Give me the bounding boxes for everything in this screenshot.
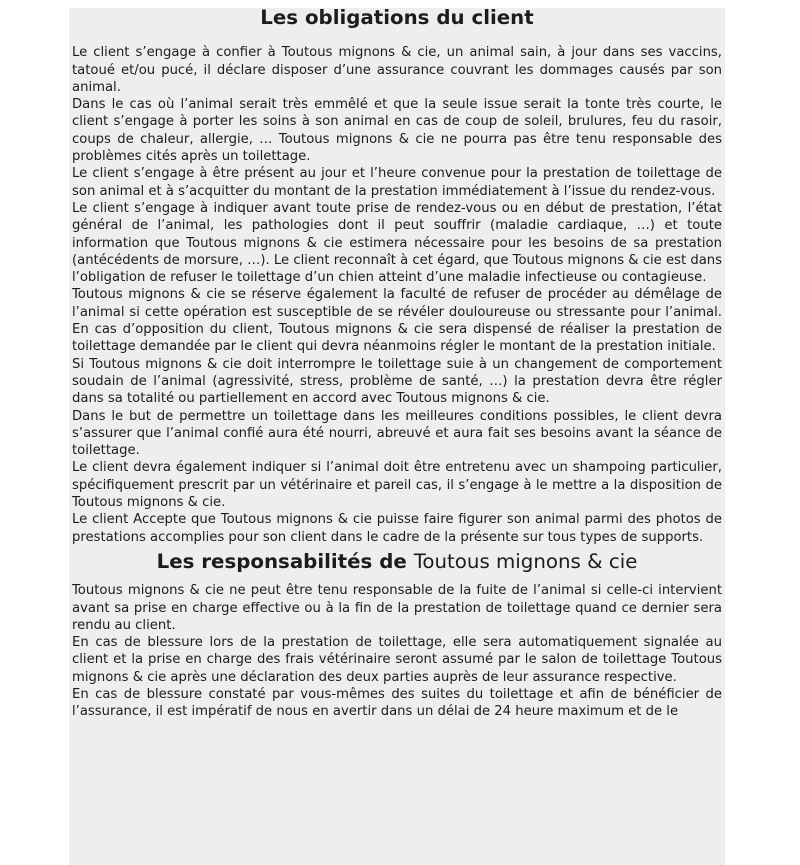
section-title-client-obligations: [72, 8, 722, 29]
paragraph: Le client devra également indiquer si l’animal doit être entretenu avec un shampoing particulier, spécifiquement prescrit par un vétérinaire et pareil cas, il s’engage à le mettre a la disposition de Toutous mignons & cie.: [72, 460, 722, 511]
paragraph: En cas de blessure constaté par vous-mêmes des suites du toilettage et afin de bénéficier de l’assurance, il est impératif de nous en avertir dans un délai de 24 heure maximum et de le: [72, 686, 722, 720]
document-page: [69, 8, 725, 865]
paragraph: Le client s’engage à indiquer avant toute prise de rendez-vous ou en début de prestation, l’état général de l’animal, les pathologies dont il peut souffrir (maladie cardiaque, …) et toute information que Toutous mignons & cie estimera nécessaire pour les besoins de sa prestation (antécédents de morsure, …). Le client reconnaît à cet égard, que Toutous mignons & cie est dans l’obligation de refuser le toilettage d’un chien atteint d’une maladie infectieuse ou contagieuse.: [72, 200, 723, 286]
paragraph: Toutous mignons & cie ne peut être tenu responsable de la fuite de l’animal si celle-ci intervient avant sa prise en charge effective ou à la fin de la prestation de toilettage quand ce dernier sera rendu au client.: [72, 583, 722, 633]
responsibilities-section: [72, 582, 722, 720]
paragraph: En cas de blessure lors de la prestation de toilettage, elle sera automatiquement signalée au client et la prise en charge des frais vétérinaire seront assumé par le salon de toilettage Toutous mignons & cie après une déclaration des deux parties auprès de leur assurance respective.: [72, 635, 722, 685]
paragraph: Toutous mignons & cie se réserve également la faculté de refuser de procéder au démêlage de l’animal si cette opération est susceptible de se révéler douloureuse ou stressante pour l’animal. En cas d’opposition du client, Toutous mignons & cie sera dispensé de réaliser la prestation de toilettage demandée par le client qui devra néanmoins régler le montant de la prestation initiale.: [72, 287, 722, 355]
paragraph: Le client s’engage à être présent au jour et l’heure convenue pour la prestation de toilettage de son animal et à s’acquitter du montant de la prestation immédiatement à l’issue du rendez-vous.: [72, 166, 722, 199]
client-obligations-section: [72, 44, 722, 546]
paragraph: Dans le cas où l’animal serait très emmêlé et que la seule issue serait la tonte très courte, le client s’engage à porter les soins à son animal en cas de coup de soleil, brulures, feu du rasoir, coups de chaleur, allergie, … Toutous mignons & cie ne pourra pas être tenu responsable des problèmes cités après un toilettage.: [72, 97, 722, 165]
document-content: [72, 8, 722, 721]
paragraph: Si Toutous mignons & cie doit interrompre le toilettage suie à un changement de comportement soudain de l’animal (agressivité, stress, problème de santé, …) la prestation devra être régler dans sa totalité ou partiellement en accord avec Toutous mignons & cie.: [72, 356, 722, 407]
paragraph: Le client s’engage à confier à Toutous mignons & cie, un animal sain, à jour dans ses vaccins, tatoué et/ou pucé, il déclare disposer d’une assurance couvrant les dommages causés par son animal.: [72, 45, 722, 95]
section-title-company: Toutous mignons & cie: [413, 549, 638, 573]
paragraph: Le client Accepte que Toutous mignons & cie puisse faire figurer son animal parmi des photos de prestations accomplies pour son client dans le cadre de la présente sur tous types de supports.: [72, 512, 722, 545]
paragraph: Dans le but de permettre un toilettage dans les meilleures conditions possibles, le client devra s’assurer que l’animal confié aura été nourri, abreuvé et aura fait ses besoins avant la séance de toilettage.: [72, 408, 722, 459]
section-title-responsibilities: [72, 549, 722, 573]
section-title-bold: Les responsabilités de: [156, 549, 407, 573]
section-title-text: Les obligations du client: [260, 8, 534, 29]
